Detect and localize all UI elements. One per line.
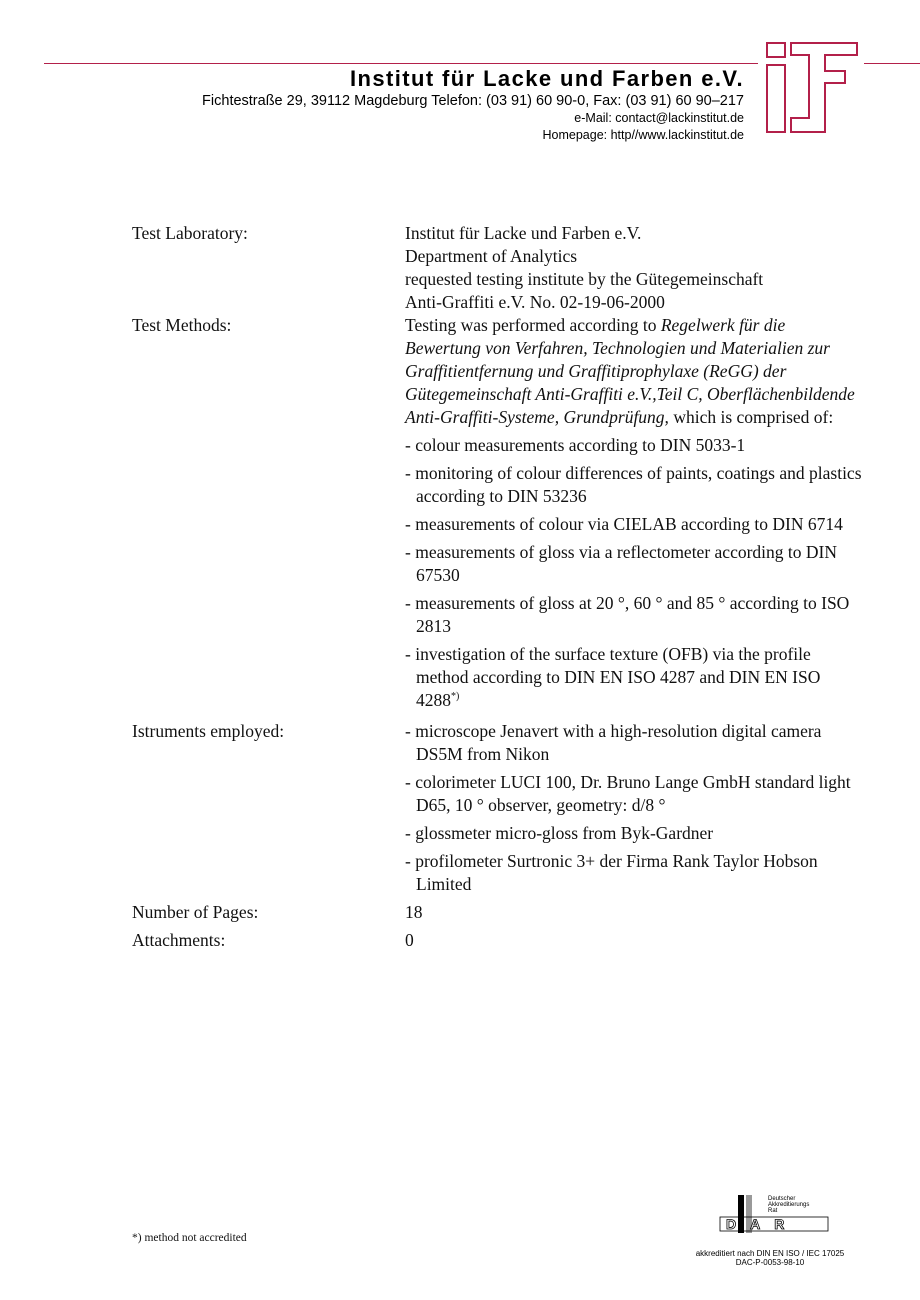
lab-line: requested testing institute by the Gütegemeinschaft (405, 269, 764, 289)
instruments-value (405, 720, 862, 896)
address-line: Fichtestraße 29, 39112 Magdeburg Telefon: (03 91) 60 90-0, Fax: (03 91) 60 90–217 (202, 93, 744, 109)
instrument-item: - glossmeter micro-gloss from Byk-Gardner (405, 823, 714, 843)
ilf-logo-icon (763, 41, 861, 135)
dar-letters: DAR (726, 1216, 799, 1232)
header-rule-left (44, 63, 758, 64)
method-item (405, 643, 862, 712)
test-laboratory-row (132, 222, 862, 314)
test-laboratory-value (405, 222, 862, 314)
footnote: *) method not accredited (132, 1232, 247, 1244)
dar-line: Akkreditierungs (768, 1202, 810, 1208)
method-item: - monitoring of colour differences of paints, coatings and plastics according to DIN 53236 (405, 463, 862, 506)
method-item: - measurements of colour via CIELAB according to DIN 6714 (405, 514, 843, 534)
regulation-title: Regelwerk für die Bewertung von Verfahren, Technologien und Materialien zur Graffitientfernung und Graffitiprophylaxe (ReGG) der Gütegemeinschaft Anti-Graffiti e.V.,Teil C, Oberflächenbildende Anti-Graffiti-Systeme, Grundprüfung, (405, 315, 855, 427)
instrument-item: - profilometer Surtronic 3+ der Firma Rank Taylor Hobson Limited (405, 851, 818, 894)
instruments-label: Istruments employed: (132, 721, 285, 741)
method-item: - measurements of gloss via a reflectometer according to DIN 67530 (405, 542, 837, 585)
lab-line: Department of Analytics (405, 246, 578, 266)
email-line: e-Mail: contact@lackinstitut.de (574, 111, 744, 125)
test-methods-row (132, 314, 862, 712)
homepage-line: Homepage: http//www.lackinstitut.de (542, 128, 744, 142)
test-methods-label: Test Methods: (132, 315, 232, 335)
header-block (202, 66, 744, 144)
test-details (132, 222, 862, 952)
method-item: - colour measurements according to DIN 5033-1 (405, 435, 746, 455)
test-methods-intro (405, 314, 862, 429)
institute-name: Institut für Lacke und Farben e.V. (350, 66, 744, 91)
test-laboratory-label: Test Laboratory: (132, 223, 248, 243)
number-of-pages-label: Number of Pages: (132, 902, 259, 922)
instrument-item: - microscope Jenavert with a high-resolution digital camera DS5M from Nikon (405, 721, 822, 764)
intro-suffix: which is comprised of: (668, 407, 834, 427)
accreditation-standard: akkreditiert nach DIN EN ISO / IEC 17025 (695, 1249, 845, 1258)
number-of-pages-value: 18 (405, 902, 423, 922)
test-methods-value (405, 314, 862, 712)
dar-line: Deutscher (768, 1196, 796, 1202)
lab-line: Anti-Graffiti e.V. No. 02-19-06-2000 (405, 292, 665, 312)
instrument-item: - colorimeter LUCI 100, Dr. Bruno Lange GmbH standard light D65, 10 ° observer, geometry: d/8 ° (405, 772, 851, 815)
accreditation-number: DAC-P-0053-98-10 (735, 1258, 805, 1267)
method-item-text: - investigation of the surface texture (OFB) via the profile method according to DIN EN ISO 4287 and DIN EN ISO 4288 (405, 644, 821, 710)
lab-line: Institut für Lacke und Farben e.V. (405, 223, 642, 243)
footnote-mark: *) (451, 691, 460, 703)
dar-accreditation-logo-icon (718, 1193, 830, 1237)
dar-line: Rat (768, 1208, 778, 1214)
number-of-pages-row (132, 901, 862, 924)
instruments-row (132, 720, 862, 896)
header-rule-right (864, 63, 920, 64)
method-item: - measurements of gloss at 20 °, 60 ° and 85 ° according to ISO 2813 (405, 593, 850, 636)
attachments-row (132, 929, 862, 952)
attachments-label: Attachments: (132, 930, 226, 950)
intro-prefix: Testing was performed according to (405, 315, 661, 335)
accreditation-info (690, 1249, 850, 1267)
attachments-value: 0 (405, 930, 414, 950)
